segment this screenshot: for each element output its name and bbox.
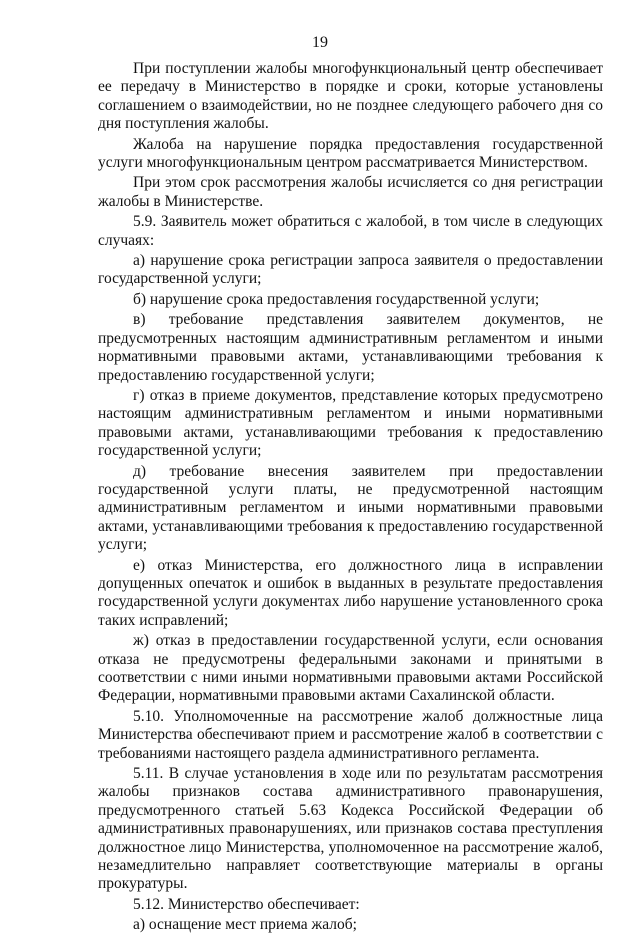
list-item: г) отказ в приеме документов, представление которых предусмотрено настоящим административным регламентом и иными нормативными правовыми актами, устанавливающими требования к предоставлению государственной услуги; [98,386,603,460]
page-number: 19 [312,34,328,51]
paragraph: 5.12. Министерство обеспечивает: [133,895,360,913]
list-item: д) требование внесения заявителем при предоставлении государственной услуги платы, не предусмотренной настоящим административным регламентом и иными нормативными правовыми актами, устанавливающими требования к предоставлению государственной услуги; [98,462,603,554]
list-item: в) требование представления заявителем документов, не предусмотренных настоящим административным регламентом и иными нормативными правовыми актами, устанавливающими требования к предоставлению государственной услуги; [98,311,603,384]
paragraph: Жалоба на нарушение порядка предоставления государственной услуги многофункциональным центром рассматривается Министерством. [98,135,603,172]
paragraph: 5.9. Заявитель может обратиться с жалобой, в том числе в следующих случаях: [98,213,603,249]
paragraph: При поступлении жалобы многофункциональный центр обеспечивает ее передачу в Министерство в порядке и сроки, которые установлены соглашением о взаимодействии, но не позднее следующего рабочего дня со дня поступления жалобы. [98,60,603,133]
list-item: а) нарушение срока регистрации запроса заявителя о предоставлении государственной услуги; [98,252,603,288]
paragraph: 5.10. Уполномоченные на рассмотрение жалоб должностные лица Министерства обеспечивают прием и рассмотрение жалоб в соответствии с требованиями настоящего раздела административного регламента. [98,707,603,762]
document-body [98,60,603,937]
paragraph: При этом срок рассмотрения жалобы исчисляется со дня регистрации жалобы в Министерстве. [98,174,603,210]
paragraph: 5.11. В случае установления в ходе или по результатам рассмотрения жалобы признаков состава административного правонарушения, предусмотренного статьей 5.63 Кодекса Российской Федерации об административных правонарушениях, или признаков состава преступления должностное лицо Министерства, уполномоченное на рассмотрение жалоб, незамедлительно направляет соответствующие материалы в органы прокуратуры. [98,765,603,893]
list-item: е) отказ Министерства, его должностного лица в исправлении допущенных опечаток и ошибок в выданных в результате предоставления государственной услуги документах либо нарушение установленного срока таких исправлений; [98,556,603,629]
list-item: а) оснащение мест приема жалоб; [133,916,357,934]
list-item: ж) отказ в предоставлении государственной услуги, если основания отказа не предусмотрены федеральными законами и принятыми в соответствии с ними иными нормативными правовыми актами Российской Федерации, нормативными правовыми актами Сахалинской области. [98,632,603,705]
list-item: б) нарушение срока предоставления государственной услуги; [133,290,540,308]
